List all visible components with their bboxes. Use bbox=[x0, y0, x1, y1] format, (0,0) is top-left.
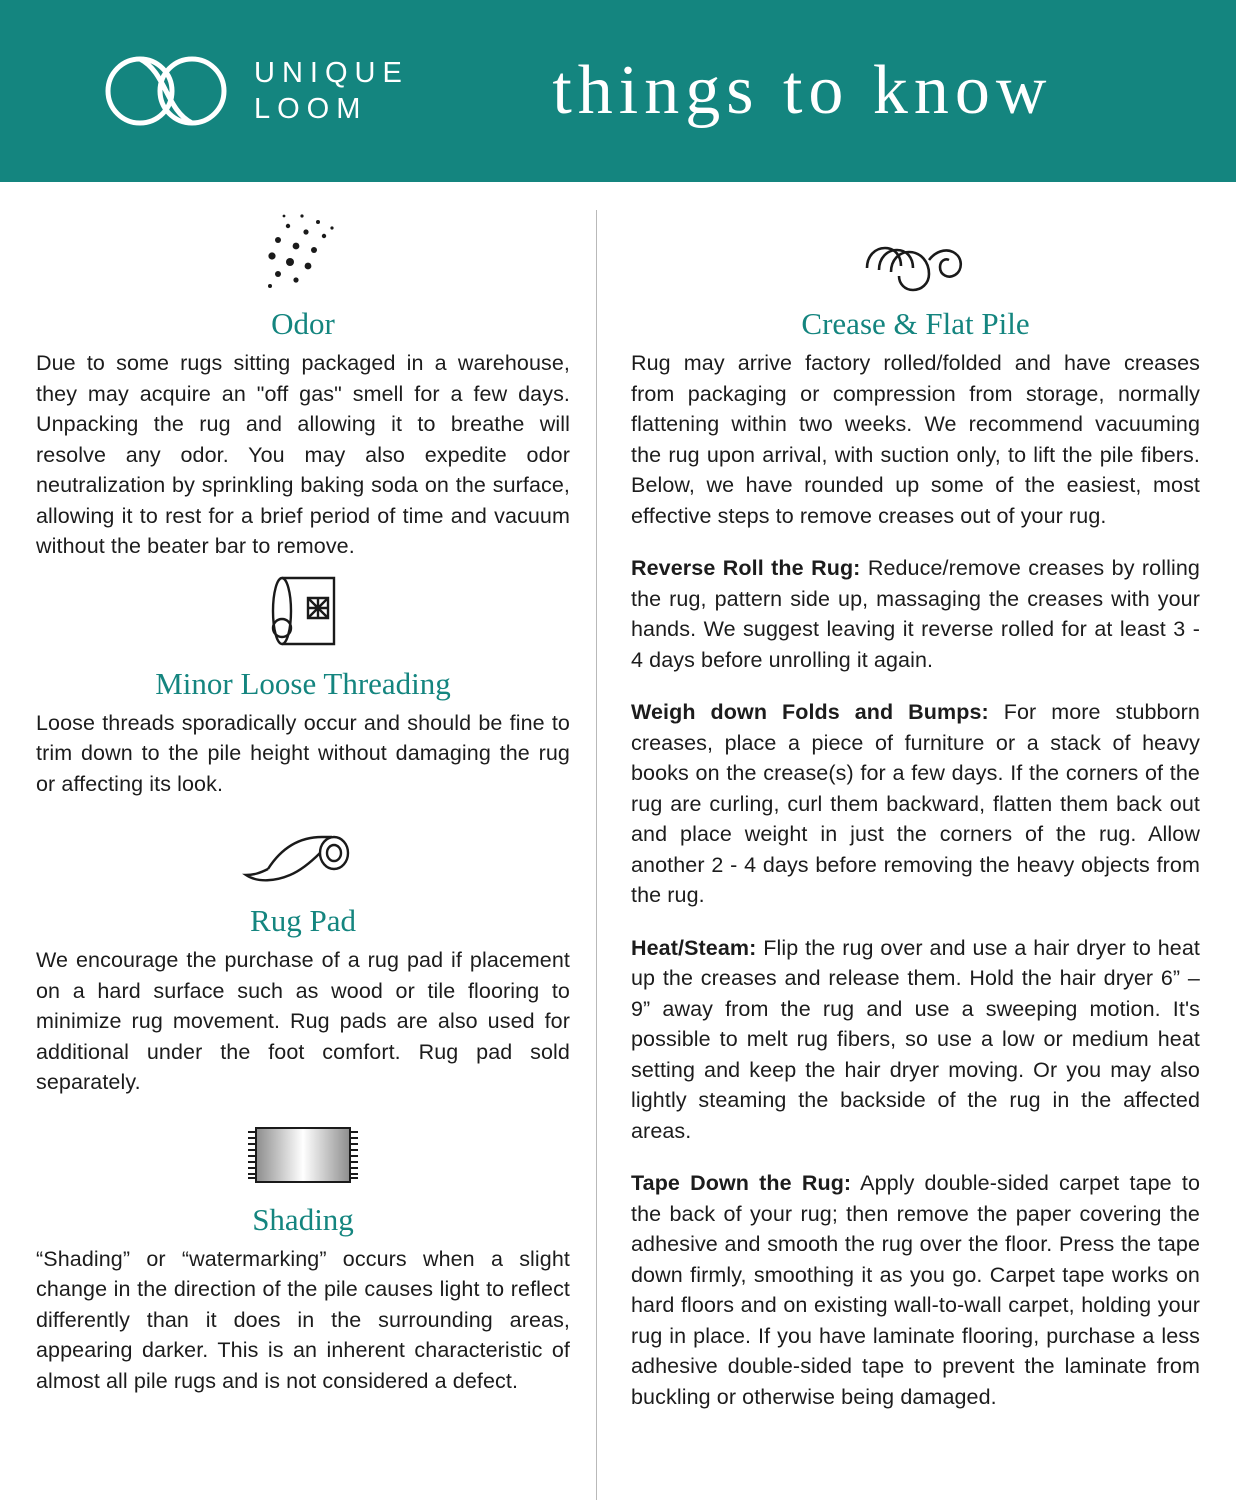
right-column bbox=[597, 208, 1200, 1500]
section-text-shading: “Shading” or “watermarking” occurs when a slight change in the direction of the pile causes light to reflect differently than it does in the surrounding areas, appearing darker. This is an inherent characteristic of almost all pile rugs and is not considered a defect. bbox=[36, 1246, 570, 1393]
section-title-rug-pad: Rug Pad bbox=[250, 903, 356, 939]
brand-line-1: UNIQUE bbox=[254, 56, 409, 89]
section-text-threading: Loose threads sporadically occur and should be fine to trim down to the pile height without damaging the rug or affecting its look. bbox=[36, 710, 570, 796]
tip-tape-down bbox=[631, 1168, 1200, 1412]
brand-logo bbox=[96, 52, 409, 130]
tip-text-heat-steam: Flip the rug over and use a hair dryer to heat up the creases and release them. Hold the hair dryer 6” – 9” away from the rug and use a sweeping motion. It's possible to melt rug fibers, so use a low or medium heat setting and keep the hair dryer moving. Or you may also lightly steaming the backside of the rug in the affected areas. bbox=[631, 935, 1200, 1143]
section-minor-loose-threading bbox=[36, 568, 570, 800]
tip-lead-reverse-roll: Reverse Roll the Rug: bbox=[631, 556, 861, 581]
brand-wordmark bbox=[254, 55, 409, 128]
left-column bbox=[36, 208, 596, 1500]
page-header bbox=[0, 0, 1236, 182]
page-title: things to know bbox=[552, 52, 1053, 129]
rolled-rug-icon bbox=[36, 568, 570, 660]
section-shading bbox=[36, 1104, 570, 1397]
section-odor bbox=[36, 208, 570, 562]
section-text-odor: Due to some rugs sitting packaged in a warehouse, they may acquire an "off gas" smell for a few days. Unpacking the rug and allowing it to breathe will resolve any odor. You may also expedite odor neutralization by sprinkling baking soda on the surface, allowing it to rest for a brief period of time and vacuum without the beater bar to remove. bbox=[36, 351, 570, 559]
odor-dots-icon bbox=[36, 208, 570, 300]
tip-text-reverse-roll: Reduce/remove creases by rolling the rug, pattern side up, massaging the creases with your hands. We suggest leaving it reverse rolled for at least 3 - 4 days before unrolling it again. bbox=[631, 556, 1200, 672]
brand-line-2: LOOM bbox=[254, 93, 368, 125]
tip-reverse-roll bbox=[631, 553, 1200, 675]
tip-weigh-down bbox=[631, 697, 1200, 911]
section-rug-pad bbox=[36, 805, 570, 1098]
tip-text-tape-down: Apply double-sided carpet tape to the back of your rug; then remove the paper covering the adhesive and smooth the rug over the floor. Press the tape down firmly, smoothing it as you go. Carpet tape works on hard floors and on existing wall-to-wall carpet, holding your rug in place. If you have laminate flooring, purchase a less adhesive double-sided tape to prevent the laminate from buckling or otherwise being damaged. bbox=[631, 1171, 1201, 1409]
tip-lead-heat-steam: Heat/Steam: bbox=[631, 935, 757, 960]
tip-lead-tape-down: Tape Down the Rug: bbox=[631, 1171, 852, 1196]
unique-loom-logo-icon bbox=[96, 52, 236, 130]
section-title-shading: Shading bbox=[252, 1201, 354, 1237]
tip-heat-steam bbox=[631, 933, 1200, 1147]
section-title-threading: Minor Loose Threading bbox=[155, 665, 451, 701]
rug-pad-roll-icon bbox=[36, 805, 570, 897]
shaded-rug-icon bbox=[36, 1104, 570, 1196]
tip-text-weigh-down: For more stubborn creases, place a piece of furniture or a stack of heavy books on the crease(s) for a few days. If the corners of the rug are curling, curl them backward, flatten them back out and place weight in just the corners of the rug. Allow another 2 - 4 days before removing the heavy objects from the rug. bbox=[631, 700, 1200, 908]
section-title-odor: Odor bbox=[271, 306, 335, 341]
curled-pile-icon bbox=[631, 208, 1200, 300]
section-text-rug-pad: We encourage the purchase of a rug pad if placement on a hard surface such as wood or tile flooring to minimize rug movement. Rug pads are also used for additional under the foot comfort. Rug pad sold separately. bbox=[36, 948, 570, 1095]
section-title-crease: Crease & Flat Pile bbox=[801, 306, 1030, 341]
tip-lead-weigh-down: Weigh down Folds and Bumps: bbox=[631, 700, 989, 725]
content-area bbox=[0, 182, 1236, 1500]
crease-intro-text: Rug may arrive factory rolled/folded and have creases from packaging or compression from storage, normally flattening within two weeks. We recommend vacuuming the rug upon arrival, with suction only, to lift the pile fibers. Below, we have rounded up some of the easiest, most effective steps to remove creases out of your rug. bbox=[631, 351, 1200, 528]
